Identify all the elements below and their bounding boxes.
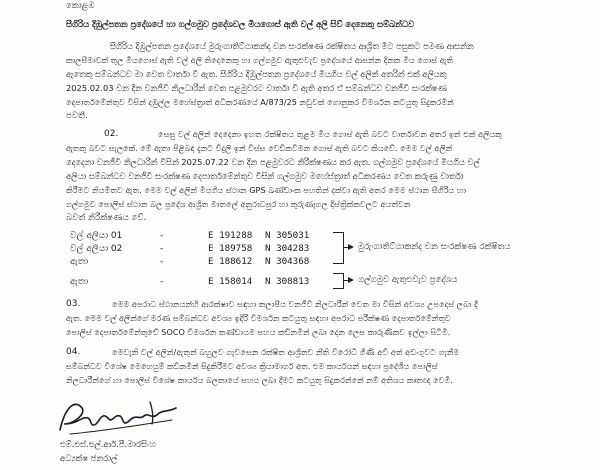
para4-line: නිලධාරීන්ගේ හා පොලිස් විශේෂ කාර්යය බලකායේ සහය ලබා දීමට කටයුතු සිදුකරන්නේ නම් අතිශය කෘතඥ වෙමි.	[66, 375, 453, 385]
para2-line: ගල්ගමුව පොලිස් ස්ථාන බල ප්‍රදේශ ආශ්‍රිත මාතලේ අනුරාධපුර හා කුරුණෑගල දිස්ත්‍රික්කවලට අයත්වන	[66, 199, 411, 209]
coord-easting: E 191288	[208, 230, 253, 241]
para2-number: 02.	[104, 129, 119, 139]
group2-bracket	[333, 273, 344, 289]
para4-number: 04.	[66, 347, 81, 357]
coord-label: වල් අලියා 01	[70, 231, 123, 241]
coord-easting: E 188612	[208, 256, 253, 267]
coord-easting: E 158014	[208, 276, 253, 287]
handwritten-signature	[52, 394, 192, 440]
coord-dash: -	[160, 277, 164, 287]
signatory-name: එම්.එස්.එල්.ආර්.පී.මාරසිංහ	[60, 439, 156, 449]
subject-heading: සීගිරිය දිඹුල්පතන ප්‍රදේශයේ හා ගල්ගමුව ප්‍රදේශවල මියගොස් ඇති වල් අලි සිව් දෙනෙකු සම්බන්ධව	[66, 19, 415, 29]
coord-northing: N 304368	[265, 256, 310, 267]
para1-line: 2025.02.03 වන දින වනජීවී නිලධාරීන් වෙත පළමුවරට වාර්තා වී ඇති අතර ඒ සම්බන්ධව වනජීවී සංරක්ෂණ	[66, 83, 447, 93]
coord-easting: E 189758	[208, 243, 253, 254]
signatory-title: අධ්‍යක්ෂ ජනරාල්	[60, 453, 118, 463]
coord-dash: -	[160, 244, 164, 254]
para4-line: සම්බන්ධව විශේෂ මෙහෙයුම් කඩිනමින් සිදුකිරීමට අවශ්‍ය ක්‍රියාමාර්ග අත. එම කාර්යයන් සඳහා ප්‍රදේශීය පොලිස්	[66, 361, 438, 371]
group2-arrow-head	[348, 277, 354, 283]
para3-line: මෙම අපරාධ ස්ථානයන්හි ආරක්ෂාව සඳහා කලාපීය වනජීවී නිලධාරීන් වෙත මා විසින් අවශ්‍ය උපදෙස් ලබා දී	[112, 299, 478, 309]
coord-label: ඇතා	[70, 257, 89, 267]
coord-northing: N 308813	[265, 276, 310, 287]
group1-arrow-head	[348, 244, 354, 250]
group2-label: ගල්ගමුව ඇතුළුවැව ප්‍රදේශය	[358, 275, 458, 285]
para1-line: දෙපාර්තමේන්තුව විසින් දඹුල්ල මහේස්ත්‍රාත් අධිකරණයේ A/873/25 නඩුවක් ගොනුකර විමර්ශන කටයුතු සිදුකරමින්	[66, 97, 454, 107]
coord-label: ඇතා	[70, 277, 89, 287]
coord-northing: N 305031	[265, 230, 310, 241]
para2-line: කිරීමට නියමිතව ඇත. මෙම වල් අලින් මියගිය ස්ථාන GPS ඛණ්ඩාංක පහතින් දක්වා ඇති අතර මෙම ස්ථාන සීගිරිය හා	[66, 185, 467, 195]
para2-line: සෙසු වල් අලින් දෙදෙනා ඉහත රක්ෂිතය තුළම මිය ගොස් ඇති බවට වාර්තාවන අතර ඉන් එක් අලියකු	[158, 129, 502, 139]
para3-line: පොලිස් දෙපාර්තමේන්තුවේ SOCO විමර්ශන කණ්ඩායම සහය කඩිනමින් ලබා දෙන ලෙස කාරුණිකව ඉල්ලා සිටිමි.	[66, 327, 451, 337]
para4-line: මෙවැනි වල් අලින්/ඇතුන් බහුලව ගැවසෙන රක්ෂිත ආශ්‍රිතව නීති විරෝධී ගිණි අවි අත් අඩංගුවට ගැනීම	[112, 347, 460, 357]
para2-line: බවත් නිරීක්ෂණය වේ.	[66, 213, 147, 223]
para3-line: ඇත. මෙම වල් අලින්ගේ මරණ සම්බන්ධව අවශ්‍ය ඉදිරි විමර්ශන කටයුතු සඳහා අපරාධ පරීක්ෂණ දෙපාර්තමේන්තුව	[66, 313, 451, 323]
coord-dash: -	[160, 231, 164, 241]
para1-line: ඇතෙකු සම්බන්ධව මා වෙත වාර්තා වී ඇත. සීගිරිය දිඹුල්පතන ප්‍රදේශයේ මියගිය වල් අලින් අතරින් එක් අලියකු	[66, 69, 447, 79]
coord-label: වල් අලියා 02	[70, 244, 123, 254]
para2-line: දෙදෙනා වනජීවී නිලධාරීන් විසින් 2025.07.22 වන දින පළමුවරට නිරීක්ෂණය කර ඇත. ගල්ගමුව ප්‍රදේශයේ මියගිය වල්	[66, 157, 480, 167]
para1-line: පවතී.	[66, 111, 88, 121]
group1-bracket	[333, 232, 344, 264]
group1-label: මුරුංගාතිට්ඨාකන්ද වන සංරක්ෂණ රක්ෂිතය	[358, 242, 511, 252]
coord-northing: N 304283	[265, 243, 310, 254]
para2-line: ඇතකු බවට සැලකේ. මේ ඇතා පිළිබඳ දැනට විදුලි ඉන් විස්ස වෙඩිකවීමන ගොස් ඇති බවට කියවේ. මෙම වල් අලින්	[66, 143, 453, 153]
para1-line: කාලසීමාවක් තුල මියගොස් ඇති වල් අලි තිදෙනෙකු හා ගල්ගමුව ඇතුළුවැව ප්‍රදේශයේ ආසන්න දිනක මිය ගොස් ඇති	[66, 55, 454, 65]
para1-line: සීගිරිය දිඹුල්පතන ප්‍රදේශයේ මුරුංගාතිට්ඨාකන්ද වන සංරක්ෂණ රක්ෂිතය ආශ්‍රිත මීට පසුකට පමණ ආසන්න	[110, 41, 474, 51]
para2-line: අලියා සම්බන්ධව වනජීවී සංරක්ෂණ දෙපාර්තමේන්තුව විසින් ගල්ගමුව මහේස්ත්‍රාත් අධිකරණය වෙත කරුණු වාර්තා	[66, 171, 464, 181]
address-line: කොළඹ	[66, 1, 95, 11]
para3-number: 03.	[66, 299, 81, 309]
coord-dash: -	[160, 257, 164, 267]
